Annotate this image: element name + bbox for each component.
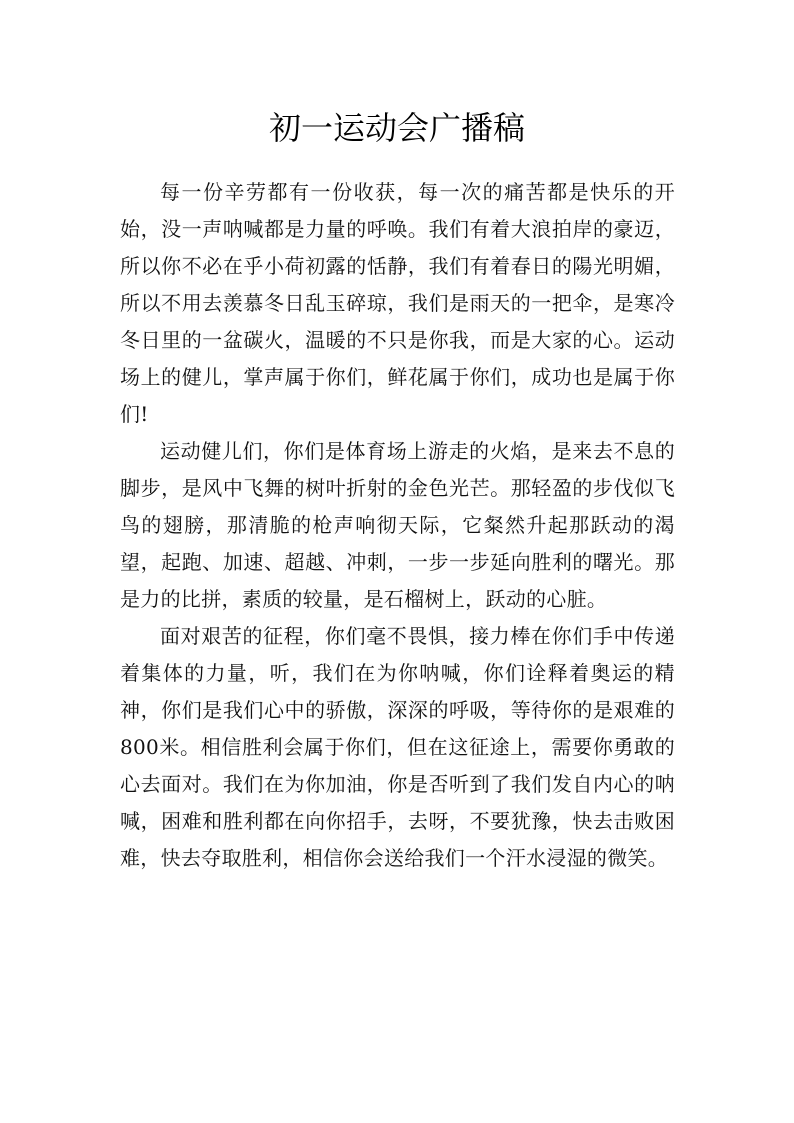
paragraph-1: 每一份辛劳都有一份收获，每一次的痛苦都是快乐的开始，没一声呐喊都是力量的呼唤。我们有着大浪拍岸的豪迈，所以你不必在乎小荷初露的恬静，我们有着春日的陽光明媚，所以不用去羡慕冬日乱玉碎琼，我们是雨天的一把伞，是寒冷冬日里的一盆碳火，温暖的不只是你我，而是大家的心。运动场上的健儿，掌声属于你们，鲜花属于你们，成功也是属于你们! (120, 180, 675, 426)
paragraph-3: 面对艰苦的征程，你们毫不畏惧，接力棒在你们手中传递着集体的力量，听，我们在为你呐喊，你们诠释着奥运的精神，你们是我们心中的骄傲，深深的呼吸，等待你的是艰难的800米。相信胜利会属于你们，但在这征途上，需要你勇敢的心去面对。我们在为你加油，你是否听到了我们发自内心的呐喊，困难和胜利都在向你招手，去呀，不要犹豫，快去击败困难，快去夺取胜利，相信你会送给我们一个汗水浸湿的微笑。 (120, 624, 675, 870)
paragraph-2: 运动健儿们，你们是体育场上游走的火焰，是来去不息的脚步，是风中飞舞的树叶折射的金色光芒。那轻盈的步伐似飞鸟的翅膀，那清脆的枪声响彻天际，它粲然升起那跃动的渴望，起跑、加速、超越、冲刺，一步一步延向胜利的曙光。那是力的比拼，素质的较量，是石榴树上，跃动的心脏。 (120, 439, 675, 611)
document-title: 初一运动会广播稿 (268, 109, 525, 147)
document-body (120, 174, 675, 877)
